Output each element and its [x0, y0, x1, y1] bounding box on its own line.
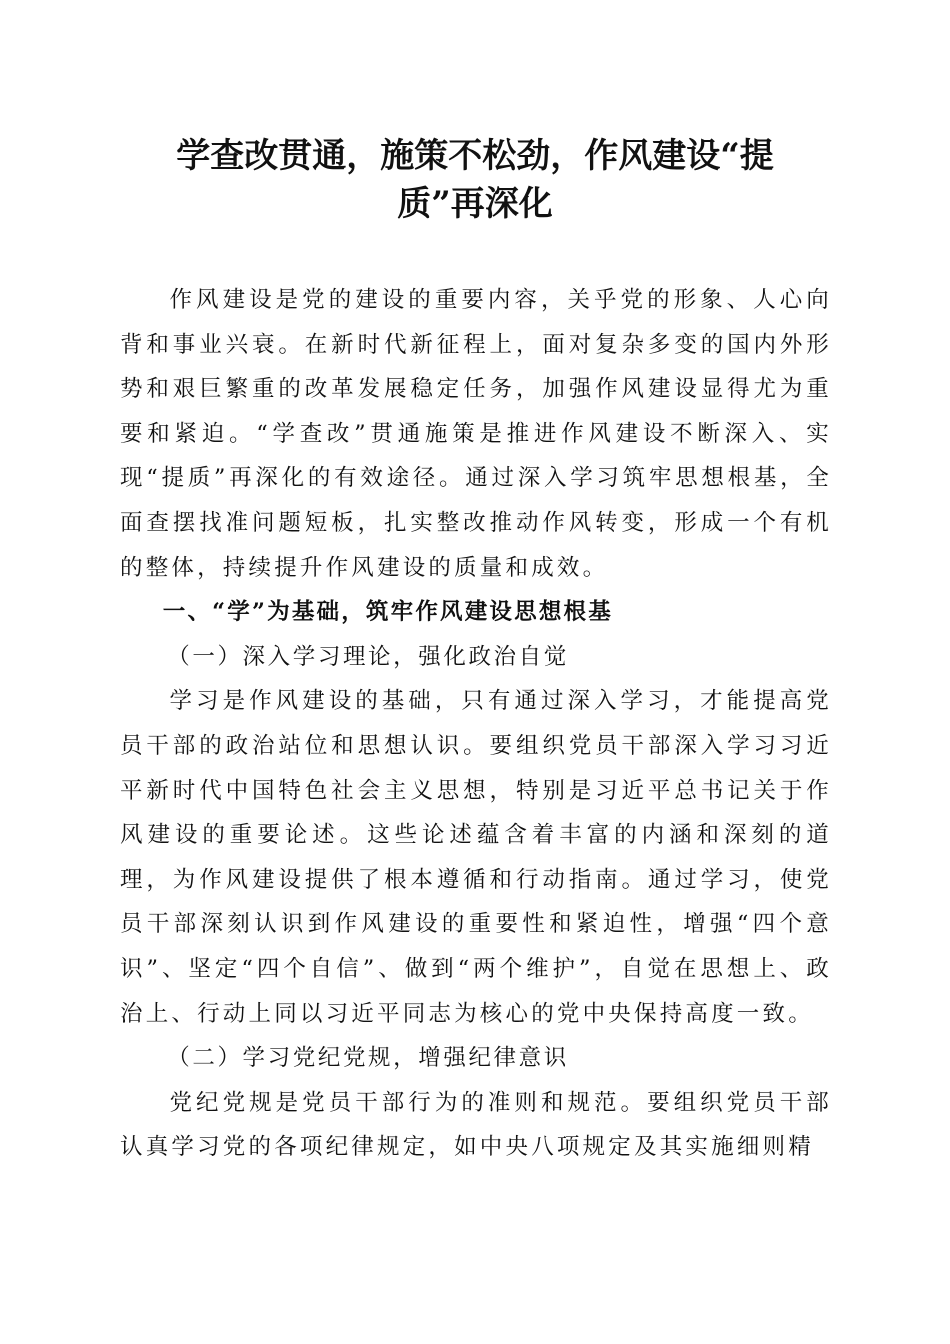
intro-paragraph: 作风建设是党的建设的重要内容，关乎党的形象、人心向背和事业兴衰。在新时代新征程上，面对复杂多变的国内外形势和艰巨繁重的改革发展稳定任务，加强作风建设显得尤为重要和紧迫。“学查改”贯通施策是推进作风建设不断深入、实现“提质”再深化的有效途径。通过深入学习筑牢思想根基，全面查摆找准问题短板，扎实整改推动作风转变，形成一个有机的整体，持续提升作风建设的质量和成效。 [120, 287, 832, 581]
body-paragraph-2: 党纪党规是党员干部行为的准则和规范。要组织党员干部认真学习党的各项纪律规定，如中央八项规定及其实施细则精 [120, 1089, 832, 1161]
subsection-heading-1: （一）深入学习理论，强化政治自觉 [167, 643, 569, 670]
document-title [120, 132, 830, 228]
title-line-2: 质”再深化 [397, 184, 553, 224]
body-paragraph-1: 学习是作风建设的基础，只有通过深入学习，才能提高党员干部的政治站位和思想认识。要组织党员干部深入学习习近平新时代中国特色社会主义思想，特别是习近平总书记关于作风建设的重要论述。这些论述蕴含着丰富的内涵和深刻的道理，为作风建设提供了根本遵循和行动指南。通过学习，使党员干部深刻认识到作风建设的重要性和紧迫性，增强“四个意识”、坚定“四个自信”、做到“两个维护”，自觉在思想上、政治上、行动上同以习近平同志为核心的党中央保持高度一致。 [120, 688, 832, 1027]
title-line-1: 学查改贯通，施策不松劲，作风建设“提 [176, 136, 774, 176]
section-heading-1: 一、“学”为基础，筑牢作风建设思想根基 [162, 599, 613, 626]
document-body [120, 278, 832, 1170]
subsection-heading-2: （二）学习党纪党规，增强纪律意识 [167, 1045, 569, 1072]
